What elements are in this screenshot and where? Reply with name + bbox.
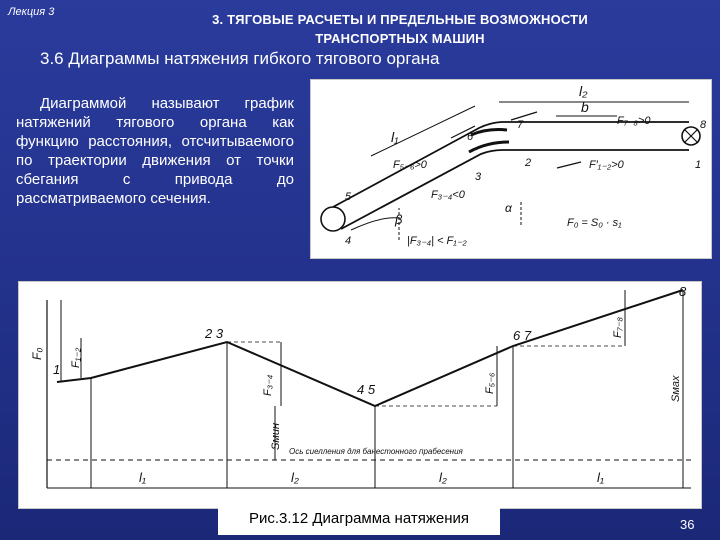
label-point-1: 1: [695, 159, 702, 171]
belt-upper-branch: [333, 122, 689, 207]
label-point-3: 3: [475, 171, 482, 183]
point-label-8: 8: [679, 284, 687, 299]
lecture-label: Лекция 3: [8, 6, 55, 18]
conveyor-scheme-svg: [311, 80, 711, 258]
label-l2: l₂: [579, 83, 588, 99]
point-label-2-3: 2 3: [205, 326, 224, 341]
segment-l1-first: l₁: [139, 470, 146, 485]
label-f56: F₅₋₆>0: [393, 159, 427, 171]
label-l1: l₁: [391, 129, 399, 145]
point-label-1: 1: [53, 362, 61, 377]
point-label-4-5: 4 5: [357, 382, 376, 397]
label-point-5: 5: [345, 191, 352, 203]
label-smin: Sмин: [270, 422, 282, 450]
label-point-7: 7: [517, 119, 524, 131]
chapter-title: [150, 10, 650, 48]
label-smax: Sмах: [670, 375, 682, 402]
label-b: b: [581, 99, 589, 115]
segment-l1-second: l₁: [597, 470, 604, 485]
label-f34: F₃₋₄<0: [431, 189, 465, 201]
point-label-6-7: 6 7: [513, 328, 532, 343]
label-f78: F₇₋₈: [612, 317, 624, 338]
figure-caption: Рис.3.12 Диаграмма натяжения: [218, 507, 500, 535]
label-f12: F′₁₋₂>0: [589, 159, 624, 171]
label-f12: F₁₋₂: [70, 347, 82, 368]
segment-l2-second: l₂: [439, 470, 447, 485]
segment-l2-first: l₂: [291, 470, 299, 485]
label-beta: β: [395, 212, 403, 227]
drive-pulley: [321, 207, 345, 231]
chapter-title-line2: ТРАНСПОРТНЫХ МАШИН: [315, 31, 485, 46]
section-title: 3.6 Диаграммы натяжения гибкого тягового органа: [40, 49, 440, 68]
conveyor-scheme-figure: [310, 79, 712, 259]
label-f78: F₇₋₈>0: [617, 115, 651, 127]
page-number: 36: [680, 517, 695, 532]
label-point-6: 6: [467, 131, 474, 143]
label-relation: |F₃₋₄| < F₁₋₂: [407, 235, 467, 247]
label-f0: F₀: [30, 347, 44, 360]
label-point-4: 4: [345, 235, 352, 247]
label-f56: F₅₋₆: [484, 372, 496, 394]
tension-diagram-figure: [18, 281, 702, 509]
label-initial-force: F₀ = S₀ · s₁: [567, 217, 622, 229]
axis-note: Ось сиелления для банестонного прабесения: [289, 447, 463, 456]
label-point-8: 8: [700, 119, 707, 131]
tension-diagram-svg: [19, 282, 701, 508]
chapter-title-line1: 3. ТЯГОВЫЕ РАСЧЕТЫ И ПРЕДЕЛЬНЫЕ ВОЗМОЖНОСТИ: [212, 12, 588, 27]
label-alpha: α: [505, 201, 512, 215]
label-point-2: 2: [525, 157, 532, 169]
label-f34: F₃₋₄: [262, 374, 274, 396]
definition-text: Диаграммой называют график натяжений тягового органа как функцию расстояния, отсчитываемого по траектории движения от точки сбегания с привода до рассматриваемого сечения.: [16, 95, 294, 207]
